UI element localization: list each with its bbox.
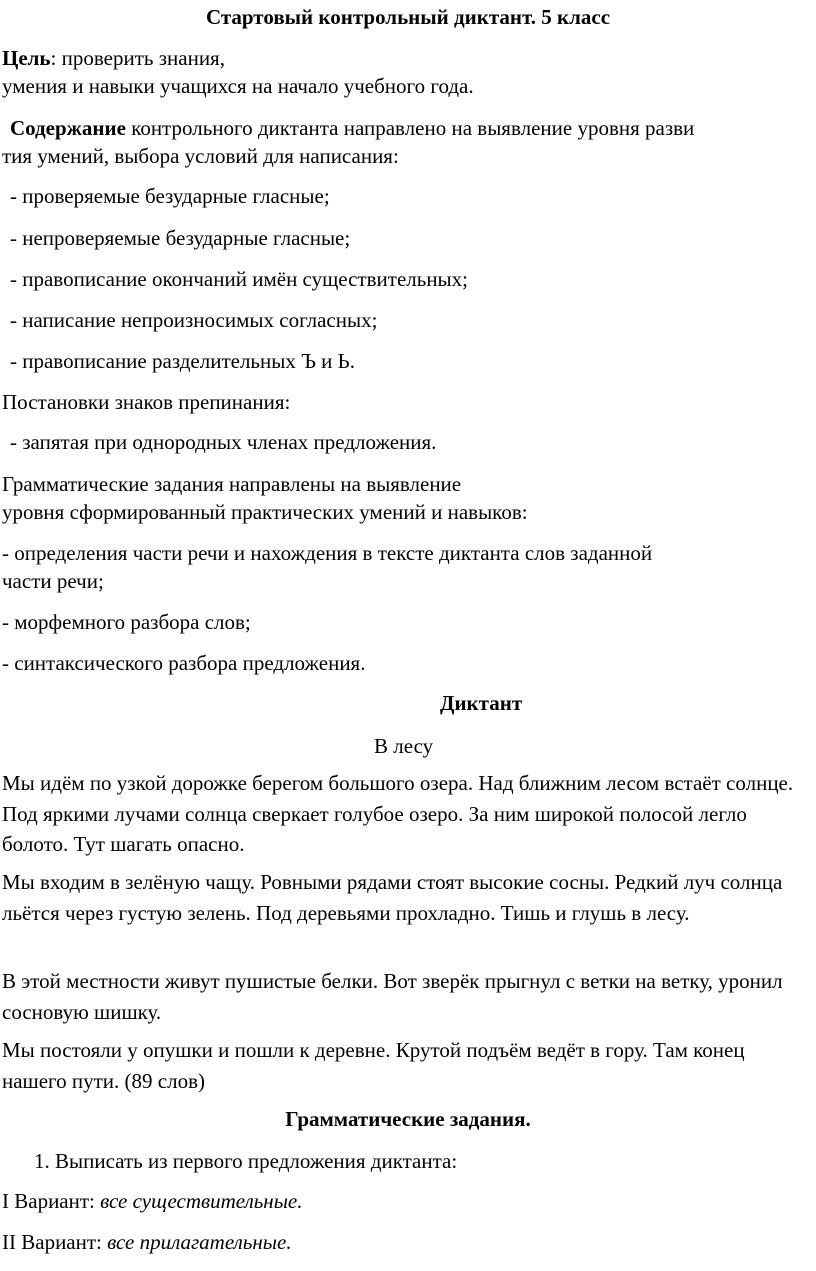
- grammar-intro-line-1: Грамматические задания направлены на выявление: [2, 472, 462, 496]
- grammar-item-2: - морфемного разбора слов;: [2, 610, 251, 634]
- variant-2-value: все прилагательные.: [107, 1230, 292, 1254]
- variant-2-label: II Вариант:: [2, 1230, 108, 1254]
- content-line-1: [10, 115, 694, 141]
- dictation-paragraph: Мы постояли у опушки и пошли к деревне. Крутой подъём ведёт в гору. Там конец нашего пути. (89 слов): [2, 1038, 745, 1093]
- spelling-item: - непроверяемые безударные гласные;: [10, 226, 351, 250]
- goal-label: Цель: [2, 46, 51, 70]
- variant-1-label: I Вариант:: [2, 1189, 101, 1213]
- content-text-1: контрольного диктанта направлено на выявление уровня разви: [125, 116, 695, 140]
- document-title: Стартовый контрольный диктант. 5 класс: [205, 5, 611, 29]
- grammar-intro-line-2: уровня сформированный практических умений и навыков:: [2, 500, 528, 524]
- content-line-2: тия умений, выбора условий для написания:: [2, 144, 399, 168]
- content-label: Содержание: [10, 116, 126, 140]
- punctuation-item: - запятая при однородных членах предложения.: [10, 430, 437, 454]
- dictation-paragraph: Мы входим в зелёную чащу. Ровными рядами стоят высокие сосны. Редкий луч солнца льётся через густую зелень. Под деревьями прохладно. Тишь и глушь в лесу.: [2, 870, 783, 925]
- spelling-item: - написание непроизносимых согласных;: [10, 308, 378, 332]
- dictation-paragraph: В этой местности живут пушистые белки. Вот зверёк прыгнул с ветки на ветку, уронил сосновую шишку.: [2, 969, 783, 1024]
- grammar-item-1-line-2: части речи;: [2, 569, 104, 593]
- tasks-heading: Грамматические задания.: [285, 1107, 531, 1131]
- spelling-item: - правописание окончаний имён существительных;: [10, 267, 469, 291]
- spelling-item: - правописание разделительных Ъ и Ь.: [10, 349, 355, 373]
- dictation-paragraph: Мы идём по узкой дорожке берегом большого озера. Над ближним лесом встаёт солнце. Под яркими лучами солнца сверкает голубое озеро. За ним широкой полосой легло болото. Тут шагать опасно.: [2, 771, 794, 856]
- punctuation-heading: Постановки знаков препинания:: [2, 390, 291, 414]
- grammar-item-3: - синтаксического разбора предложения.: [2, 651, 366, 675]
- dictation-title: В лесу: [374, 734, 434, 758]
- variant-2: [2, 1229, 292, 1255]
- dictation-heading: Диктант: [440, 691, 523, 715]
- goal-line-1: [2, 45, 225, 71]
- spelling-item: - проверяемые безударные гласные;: [10, 184, 330, 208]
- variant-1-value: все существительные.: [100, 1189, 303, 1213]
- goal-line-2: умения и навыки учащихся на начало учебного года.: [2, 74, 474, 98]
- goal-text-1: : проверить знания,: [50, 46, 225, 70]
- task-1: 1. Выписать из первого предложения диктанта:: [34, 1149, 458, 1173]
- variant-1: [2, 1188, 303, 1214]
- grammar-item-1-line-1: - определения части речи и нахождения в тексте диктанта слов заданной: [2, 541, 653, 565]
